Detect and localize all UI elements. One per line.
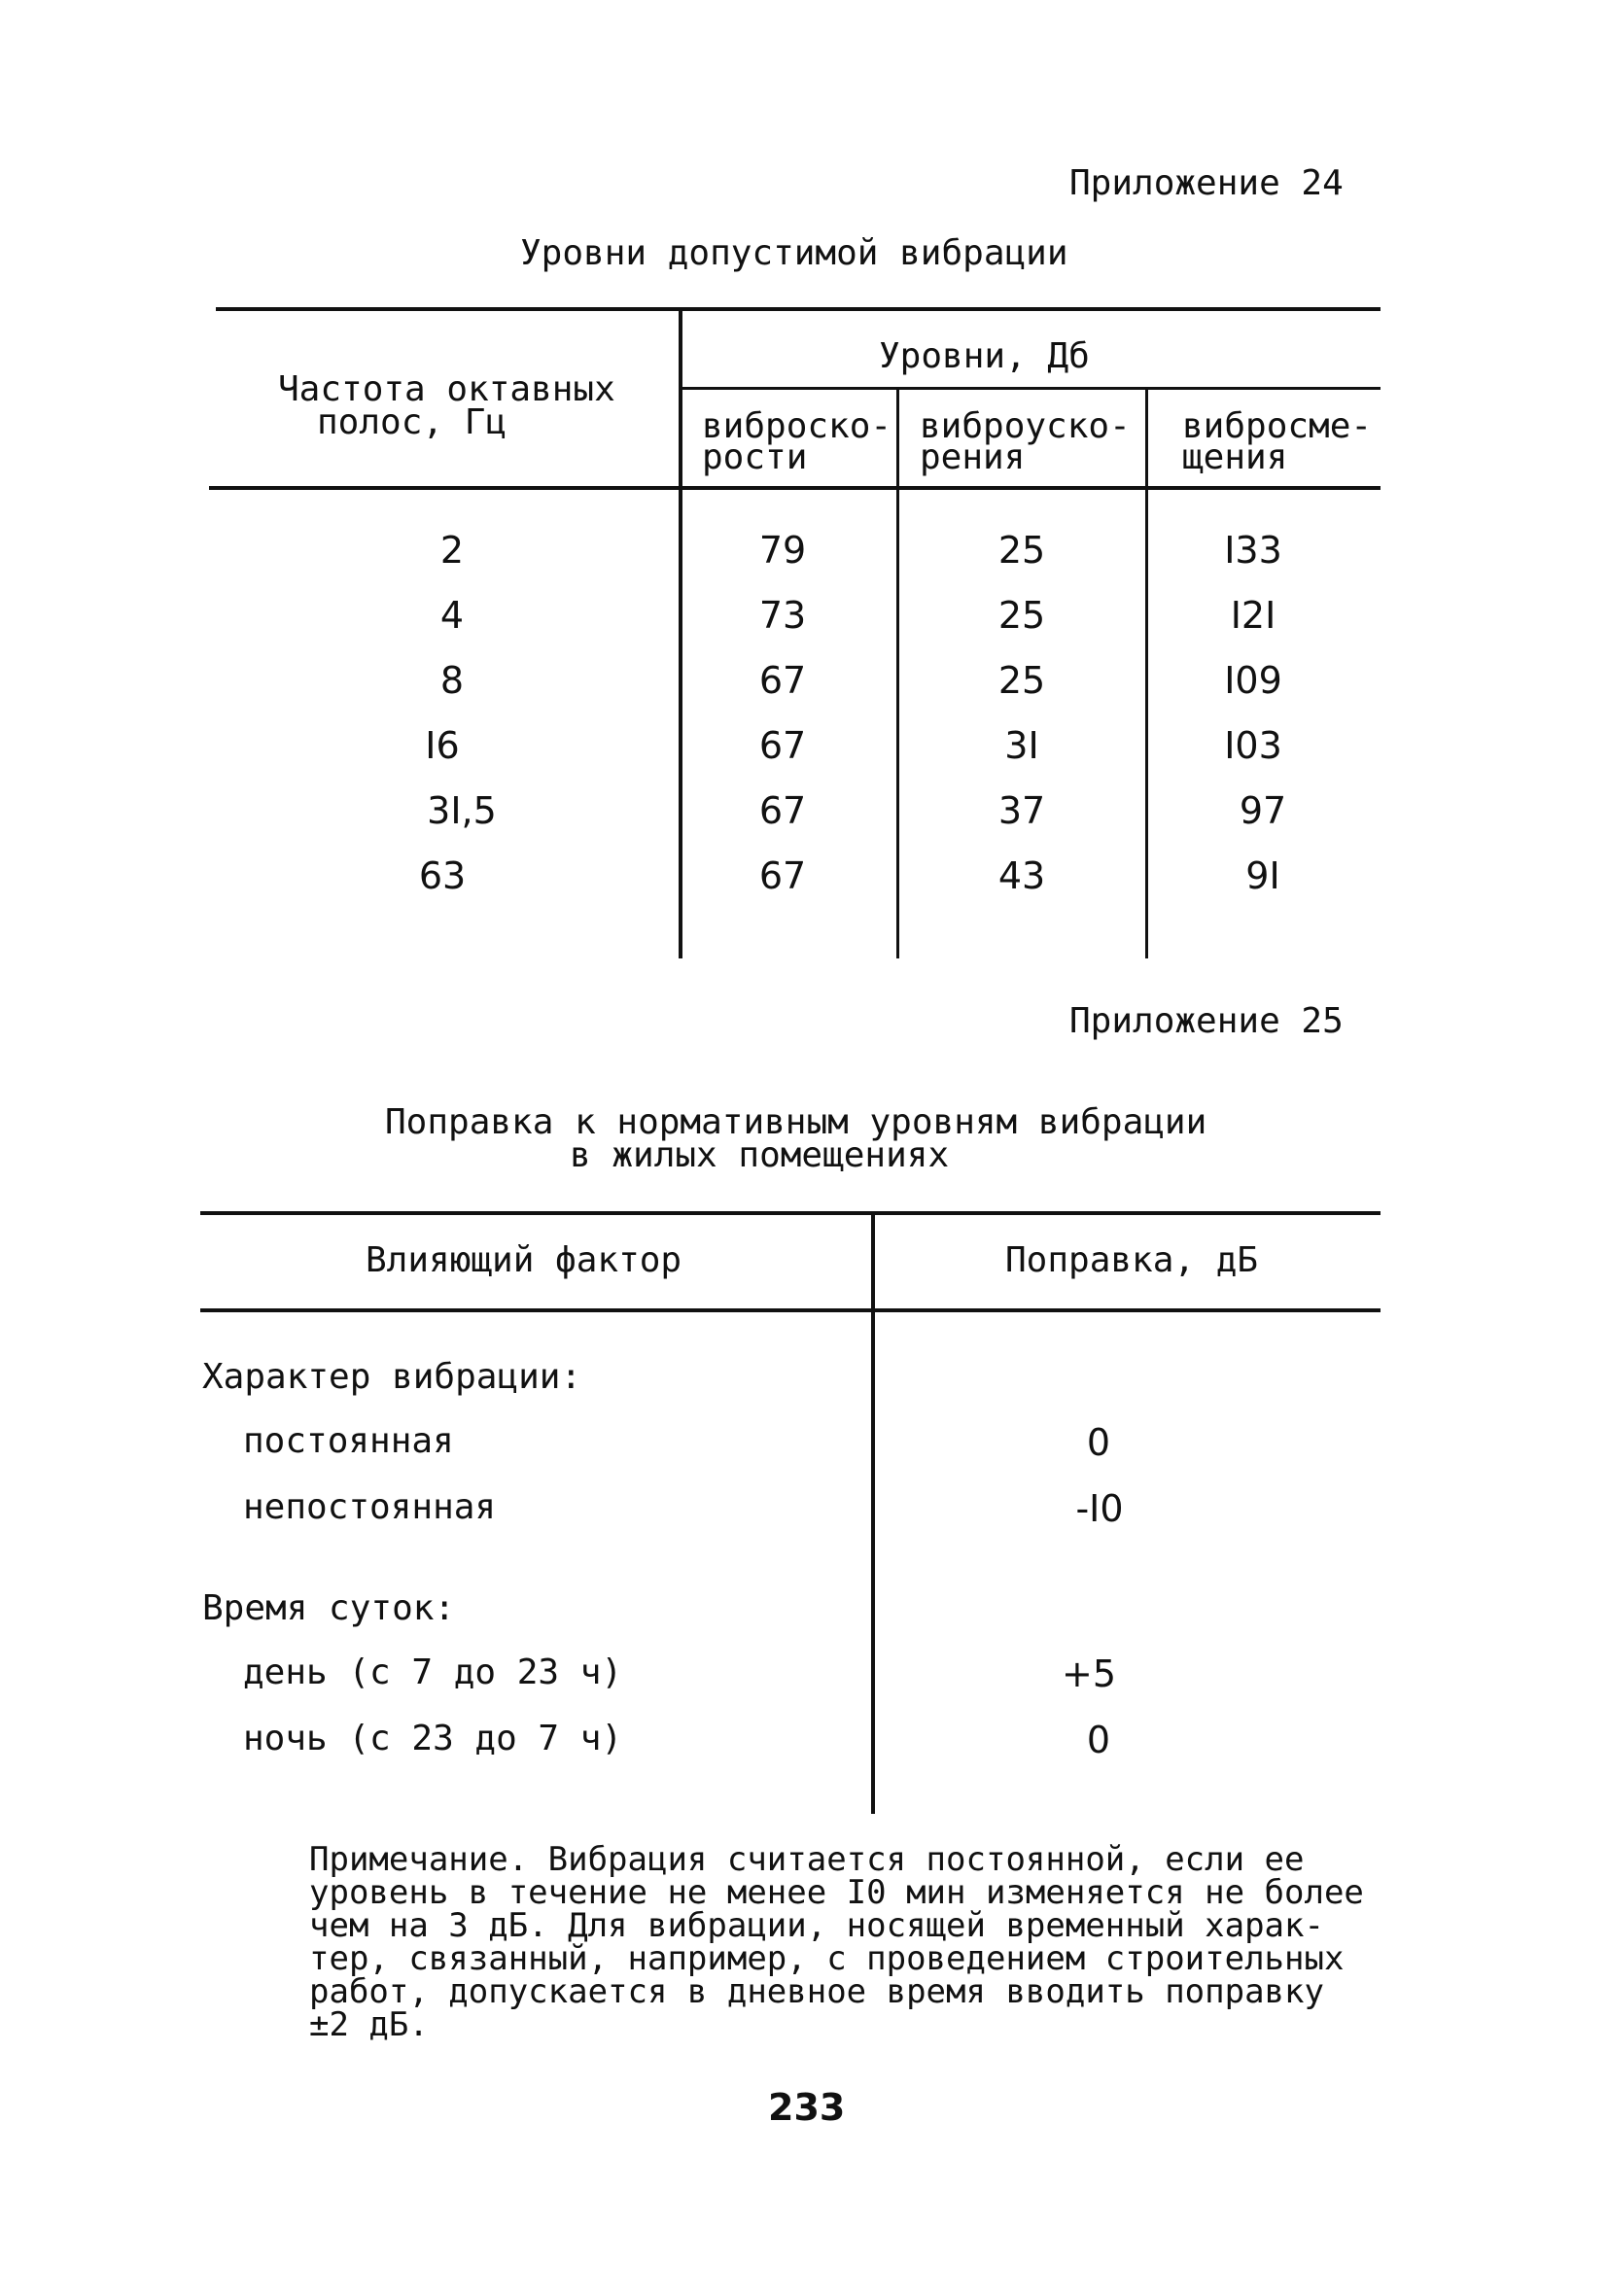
velocity-cell: 67	[758, 724, 807, 767]
acceleration-cell: 43	[997, 854, 1046, 897]
appendix-25-title-line1: Поправка к нормативным уровням вибрации	[385, 1102, 1207, 1142]
correction-value: +5	[1061, 1652, 1117, 1695]
correction-value: -I0	[1075, 1487, 1124, 1530]
column-divider-2	[896, 389, 899, 958]
velocity-cell: 67	[758, 789, 807, 832]
factor-label: постоянная	[243, 1421, 454, 1461]
appendix-24-title: Уровни допустимой вибрации	[520, 233, 1068, 273]
header-levels: Уровни, Дб	[879, 336, 1090, 376]
note-line: работ, допускается в дневное время вводить поправку	[309, 1972, 1324, 2011]
velocity-cell: 67	[758, 854, 807, 897]
acceleration-cell: 25	[997, 529, 1046, 572]
note-line: чем на 3 дБ. Для вибрации, носящей временный харак-	[309, 1906, 1324, 1945]
subheader-displacement-line1: вибросме-	[1182, 406, 1373, 446]
acceleration-cell: 3I	[1004, 724, 1039, 767]
table-top-rule	[216, 307, 1381, 311]
frequency-cell: 2	[439, 529, 465, 572]
appendix-25-label: Приложение 25	[1069, 1001, 1344, 1041]
frequency-cell: I6	[425, 724, 460, 767]
frequency-cell: 63	[418, 854, 467, 897]
frequency-cell: 8	[439, 659, 465, 702]
subheader-velocity-line1: виброско-	[702, 406, 892, 446]
displacement-cell: I09	[1224, 659, 1282, 702]
acceleration-cell: 25	[997, 594, 1046, 637]
header-frequency-line1: Частота октавных	[278, 369, 615, 409]
header-frequency-line2: полос, Гц	[317, 402, 507, 442]
note-line: уровень в течение не менее I0 мин изменяется не более	[309, 1873, 1364, 1912]
factor-label: непостоянная	[243, 1487, 497, 1527]
header-factor: Влияющий фактор	[366, 1240, 682, 1280]
displacement-cell: 97	[1239, 789, 1287, 832]
velocity-cell: 73	[758, 594, 807, 637]
factor-label: день (с 7 до 23 ч)	[243, 1652, 623, 1692]
velocity-cell: 67	[758, 659, 807, 702]
factor-label: ночь (с 23 до 7 ч)	[243, 1719, 623, 1758]
subheader-velocity-line2: рости	[702, 437, 808, 477]
acceleration-cell: 25	[997, 659, 1046, 702]
displacement-cell: I03	[1224, 724, 1282, 767]
displacement-cell: I33	[1224, 529, 1282, 572]
note-line: ±2 дБ.	[309, 2005, 429, 2044]
note-line: Примечание. Вибрация считается постоянной, если ее	[309, 1840, 1305, 1879]
header-correction: Поправка, дБ	[1005, 1240, 1259, 1280]
levels-subheader-rule	[679, 387, 1381, 390]
correction-value: 0	[1086, 1719, 1111, 1761]
note	[309, 1840, 1364, 2044]
group-vibration-character: Характер вибрации:	[202, 1357, 582, 1397]
correction-value: 0	[1086, 1421, 1111, 1464]
subheader-acceleration-line1: виброуско-	[920, 406, 1131, 446]
displacement-cell: I2I	[1230, 594, 1276, 637]
note-line: тер, связанный, например, с проведением строительных	[309, 1939, 1345, 1978]
table-top-rule	[200, 1211, 1381, 1215]
frequency-cell: 4	[439, 594, 465, 637]
group-time-of-day: Время суток:	[202, 1588, 456, 1628]
table-header-rule	[200, 1308, 1381, 1312]
acceleration-cell: 37	[997, 789, 1046, 832]
appendix-24-label: Приложение 24	[1069, 163, 1344, 203]
subheader-acceleration-line2: рения	[920, 437, 1026, 477]
column-divider	[871, 1213, 875, 1814]
page-number: 233	[768, 2086, 846, 2129]
frequency-cell: 3I,5	[427, 789, 497, 832]
table-header-rule	[209, 486, 1381, 490]
appendix-25-title-line2: в жилых помещениях	[570, 1135, 950, 1175]
column-divider-3	[1145, 389, 1148, 958]
velocity-cell: 79	[758, 529, 807, 572]
column-divider-1	[679, 309, 682, 958]
subheader-displacement-line2: щения	[1182, 437, 1288, 477]
displacement-cell: 9I	[1245, 854, 1280, 897]
